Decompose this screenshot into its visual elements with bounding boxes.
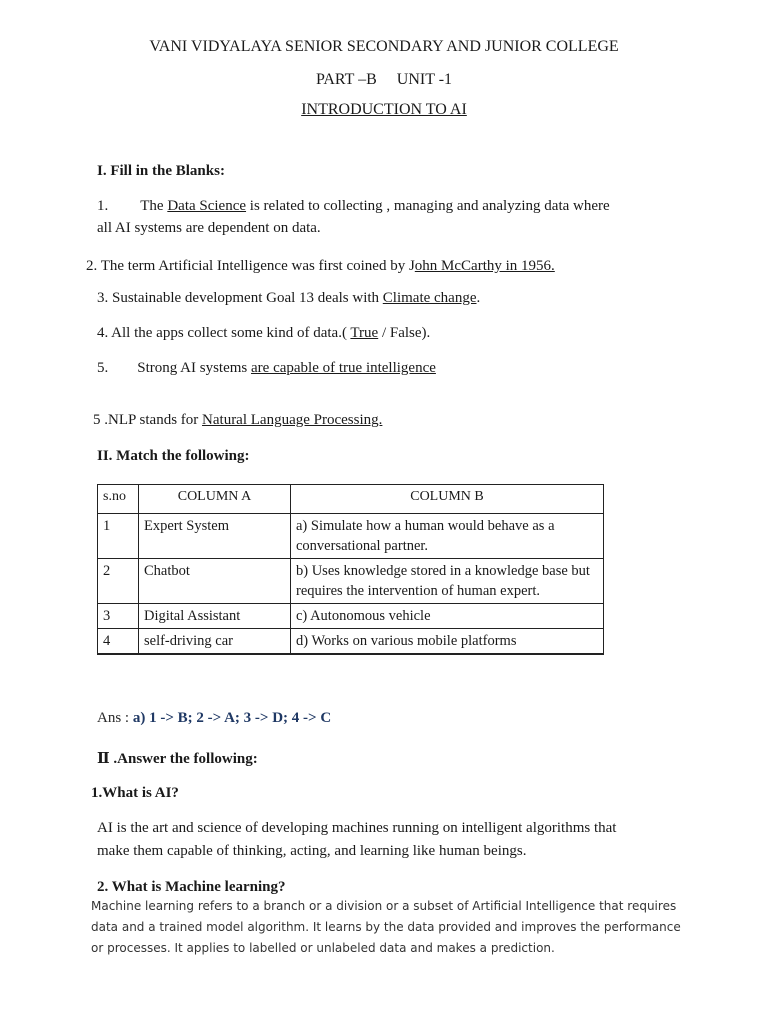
question-1-number: 1. xyxy=(97,198,109,214)
question-5-number: 5. xyxy=(97,360,109,376)
question-1-answer: Data Science xyxy=(167,198,247,214)
section-fill-blanks-title: I. Fill in the Blanks: xyxy=(97,163,225,179)
answer-ai-line1: AI is the art and science of developing machines running on intelligent algorithms that xyxy=(97,820,617,836)
question-3-answer: Climate change xyxy=(382,290,477,306)
answer-ai-line2: make them capable of thinking, acting, and learning like human beings. xyxy=(97,843,527,859)
answer-ml-line3: or processes. It applies to labelled or unlabeled data and makes a prediction. xyxy=(91,941,555,955)
cell-column-a: self-driving car xyxy=(139,629,291,655)
topic-title xyxy=(0,101,768,119)
cell-column-a: Expert System xyxy=(139,514,291,559)
header-column-b: COLUMN B xyxy=(291,485,604,514)
question-2 xyxy=(86,258,555,275)
question-2-answer: ohn McCarthy in 1956. xyxy=(414,258,555,274)
match-answer-value: a) 1 -> B; 2 -> A; 3 -> D; 4 -> C xyxy=(132,710,332,726)
cell-sno: 4 xyxy=(98,629,139,655)
match-answer-label: Ans : xyxy=(97,710,133,726)
cell-column-b: c) Autonomous vehicle xyxy=(291,604,604,629)
answer-ml-line2: data and a trained model algorithm. It learns by the data provided and improves the performance xyxy=(91,920,681,934)
cell-column-b: a) Simulate how a human would behave as a conversational partner. xyxy=(291,514,604,559)
question-3 xyxy=(97,290,480,307)
cell-sno: 3 xyxy=(98,604,139,629)
section-answer-title: Ⅱ .Answer the following: xyxy=(97,751,258,767)
cell-column-a: Digital Assistant xyxy=(139,604,291,629)
topic-title-text: INTRODUCTION TO AI xyxy=(301,101,467,118)
cell-column-a: Chatbot xyxy=(139,559,291,604)
header-sno: s.no xyxy=(98,485,139,514)
header-column-a: COLUMN A xyxy=(139,485,291,514)
table-row xyxy=(98,604,604,629)
question-1-text: The xyxy=(140,198,168,214)
question-6-answer: Natural Language Processing. xyxy=(202,412,383,428)
question-1-line2: all AI systems are dependent on data. xyxy=(97,220,321,236)
question-5-answer: are capable of true intelligence xyxy=(251,360,436,376)
match-table xyxy=(97,484,604,655)
school-name: VANI VIDYALAYA SENIOR SECONDARY AND JUNIOR COLLEGE xyxy=(149,38,619,55)
cell-sno: 2 xyxy=(98,559,139,604)
table-row xyxy=(98,559,604,604)
part-label: PART –B xyxy=(315,71,377,88)
table-row xyxy=(98,629,604,655)
table-row xyxy=(98,514,604,559)
question-4 xyxy=(97,325,430,342)
question-5 xyxy=(97,360,436,377)
table-header-row xyxy=(98,485,604,514)
question-3-text: 3. Sustainable development Goal 13 deals with xyxy=(97,290,383,306)
section-match-title: II. Match the following: xyxy=(97,448,250,464)
unit-label: UNIT -1 xyxy=(396,71,453,88)
match-answer xyxy=(97,710,331,727)
question-machine-learning: 2. What is Machine learning? xyxy=(97,879,286,895)
question-4-text-post: / False). xyxy=(378,325,431,341)
question-3-text-post: . xyxy=(476,290,481,306)
cell-column-b: d) Works on various mobile platforms xyxy=(291,629,604,655)
question-4-text: 4. All the apps collect some kind of data.( xyxy=(97,325,351,341)
question-1-text-post: is related to collecting , managing and analyzing data where xyxy=(246,198,610,214)
question-4-answer: True xyxy=(350,325,379,341)
cell-sno: 1 xyxy=(98,514,139,559)
question-1-line1 xyxy=(97,198,610,215)
answer-ml-line1: Machine learning refers to a branch or a division or a subset of Artificial Intelligence that requires xyxy=(91,899,677,913)
part-unit-line xyxy=(0,71,768,89)
question-2-text: 2. The term Artificial Intelligence was first coined by J xyxy=(86,258,415,274)
question-5-text: Strong AI systems xyxy=(137,360,252,376)
question-6 xyxy=(93,412,382,429)
question-what-is-ai: 1.What is AI? xyxy=(91,785,179,801)
cell-column-b: b) Uses knowledge stored in a knowledge base but requires the intervention of human expert. xyxy=(291,559,604,604)
question-6-text: 5 .NLP stands for xyxy=(93,412,203,428)
